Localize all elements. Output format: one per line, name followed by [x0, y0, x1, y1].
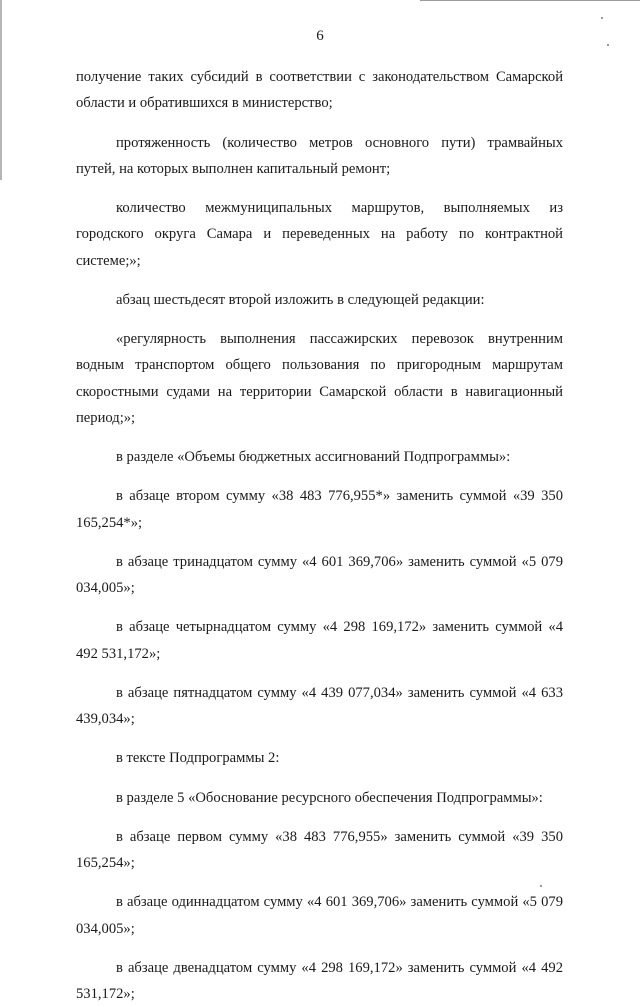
paragraph-1: получение таких субсидий в соответствии с законодательством Самарской области и обратившихся в министерство; [76, 69, 563, 112]
paragraph-7: в абзаце втором сумму «38 483 776,955*» заменить суммой «39 350 165,254*»; [76, 488, 563, 531]
top-edge-rule [420, 0, 640, 1]
paragraph-4: абзац шестьдесят второй изложить в следующей редакции: [116, 291, 485, 308]
scan-left-edge [0, 0, 2, 180]
paragraph-11: в тексте Подпрограммы 2: [116, 750, 280, 767]
document-body [76, 64, 563, 1007]
paragraph-5: «регулярность выполнения пассажирских перевозок внутренним водным транспортом общего пользования по пригородным маршрутам скоростными судами на территории Самарской области в навигационный период;»; [76, 331, 563, 426]
paragraph-3: количество межмуниципальных маршрутов, выполняемых из городского округа Самара и переведенных на работу по контрактной системе;»; [76, 200, 563, 269]
paragraph-8: в абзаце тринадцатом сумму «4 601 369,706» заменить суммой «5 079 034,005»; [76, 553, 563, 596]
page-number: 6 [316, 28, 324, 44]
paragraph-12: в разделе 5 «Обоснование ресурсного обеспечения Подпрограммы»: [116, 789, 543, 806]
paragraph-13: в абзаце первом сумму «38 483 776,955» заменить суммой «39 350 165,254»; [76, 828, 563, 871]
paragraph-6: в разделе «Объемы бюджетных ассигнований Подпрограммы»: [116, 449, 511, 465]
scan-speck [601, 17, 603, 19]
paragraph-15: в абзаце двенадцатом сумму «4 298 169,172» заменить суммой «4 492 531,172»; [76, 959, 563, 1002]
paragraph-2: протяженность (количество метров основного пути) трамвайных путей, на которых выполнен капитальный ремонт; [76, 134, 563, 177]
paragraph-10: в абзаце пятнадцатом сумму «4 439 077,034» заменить суммой «4 633 439,034»; [76, 684, 563, 727]
paragraph-14: в абзаце одиннадцатом сумму «4 601 369,706» заменить суммой «5 079 034,005»; [76, 894, 563, 937]
paragraph-9: в абзаце четырнадцатом сумму «4 298 169,172» заменить суммой «4 492 531,172»; [76, 619, 563, 662]
